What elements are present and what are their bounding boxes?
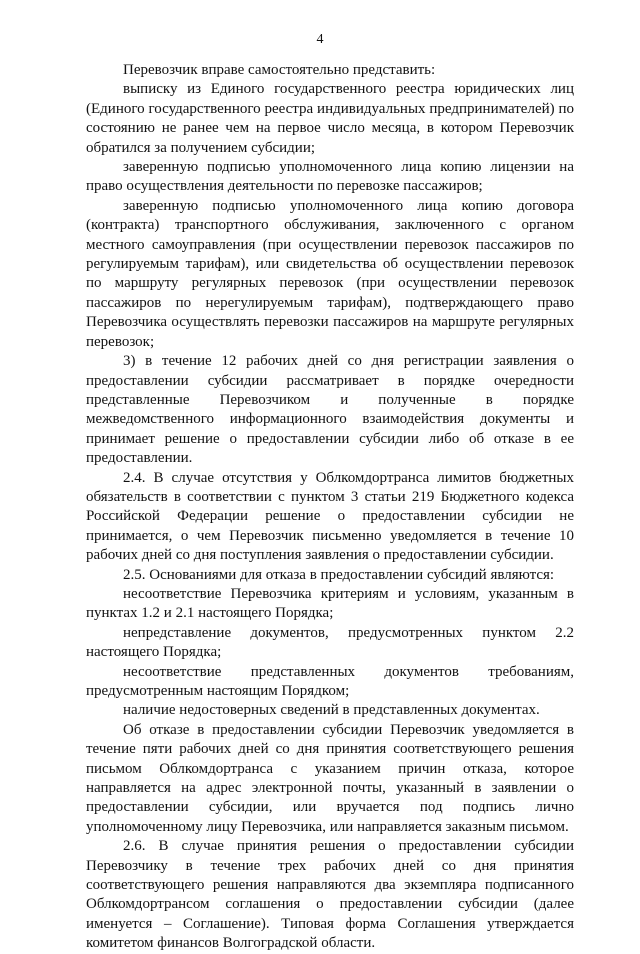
paragraph-refusal-notice: Об отказе в предоставлении субсидии Перевозчик уведомляется в течение пяти рабочих дней со дня принятия соответствующего решения письмом Облкомдортранса с указанием причин отказа, которое направляется на адрес электронной почты, указанный в заявлении о предоставлении субсидии, или вручается под подпись лично уполномоченному лицу Перевозчика, или направляется заказным письмом.	[86, 721, 574, 835]
page-number: 4	[316, 32, 324, 47]
paragraph-2-4: 2.4. В случае отсутствия у Облкомдортранса лимитов бюджетных обязательств в соответствии с пунктом 3 статьи 219 Бюджетного кодекса Российской Федерации решение о предоставлении субсидии не принимается, о чем Перевозчик письменно уведомляется в течение 10 рабочих дней со дня поступления заявления о предоставлении субсидии.	[86, 469, 574, 564]
paragraph-carrier-may-submit: Перевозчик вправе самостоятельно представить:	[123, 62, 436, 78]
paragraph-review-12-days: 3) в течение 12 рабочих дней со дня регистрации заявления о предоставлении субсидии рассматривает в порядке очередности представленные Перевозчиком и полученные в порядке межведомственного информационного взаимодействия документы и принимает решение о предоставлении субсидии либо об отказе в ее предоставлении.	[86, 353, 574, 467]
paragraph-non-submission: непредставление документов, предусмотренных пунктом 2.2 настоящего Порядка;	[86, 624, 574, 661]
paragraph-contract-copy: заверенную подписью уполномоченного лица копию договора (контракта) транспортного обслуживания, заключенного с органом местного самоуправления (при осуществлении перевозок пассажиров по регулируемым тарифам), или свидетельства об осуществлении перевозок по маршруту регулярных перевозок (при осуществлении перевозок пассажиров по нерегулируемым тарифам), подтверждающего право Перевозчика осуществлять перевозки пассажиров на маршруте регулярных перевозок;	[86, 197, 574, 350]
paragraph-document-mismatch: несоответствие представленных документов требованиям, предусмотренным настоящим Порядком;	[86, 663, 574, 699]
paragraph-license-copy: заверенную подписью уполномоченного лица копию лицензии на право осуществления деятельности по перевозке пассажиров;	[86, 159, 574, 195]
paragraph-registry-extract: выписку из Единого государственного реестра юридических лиц (Единого государственного реестра индивидуальных предпринимателей) по состоянию не ранее чем на первое число месяца, в котором Перевозчик обратился за получением субсидии;	[86, 81, 574, 156]
paragraph-2-6: 2.6. В случае принятия решения о предоставлении субсидии Перевозчику в течение трех рабочих дней со дня принятия соответствующего решения направляются два экземпляра подписанного Облкомдортрансом соглашения о предоставлении субсидии (далее именуется – Соглашение). Типовая форма Соглашения утверждается комитетом финансов Волгоградской области.	[86, 838, 574, 952]
document-body	[86, 61, 574, 954]
paragraph-false-information: наличие недостоверных сведений в представленных документах.	[123, 702, 540, 719]
paragraph-criteria-mismatch: несоответствие Перевозчика критериям и условиям, указанным в пунктах 1.2 и 2.1 настоящего Порядка;	[86, 585, 574, 622]
paragraph-2-5: 2.5. Основаниями для отказа в предоставлении субсидий являются:	[123, 566, 555, 583]
